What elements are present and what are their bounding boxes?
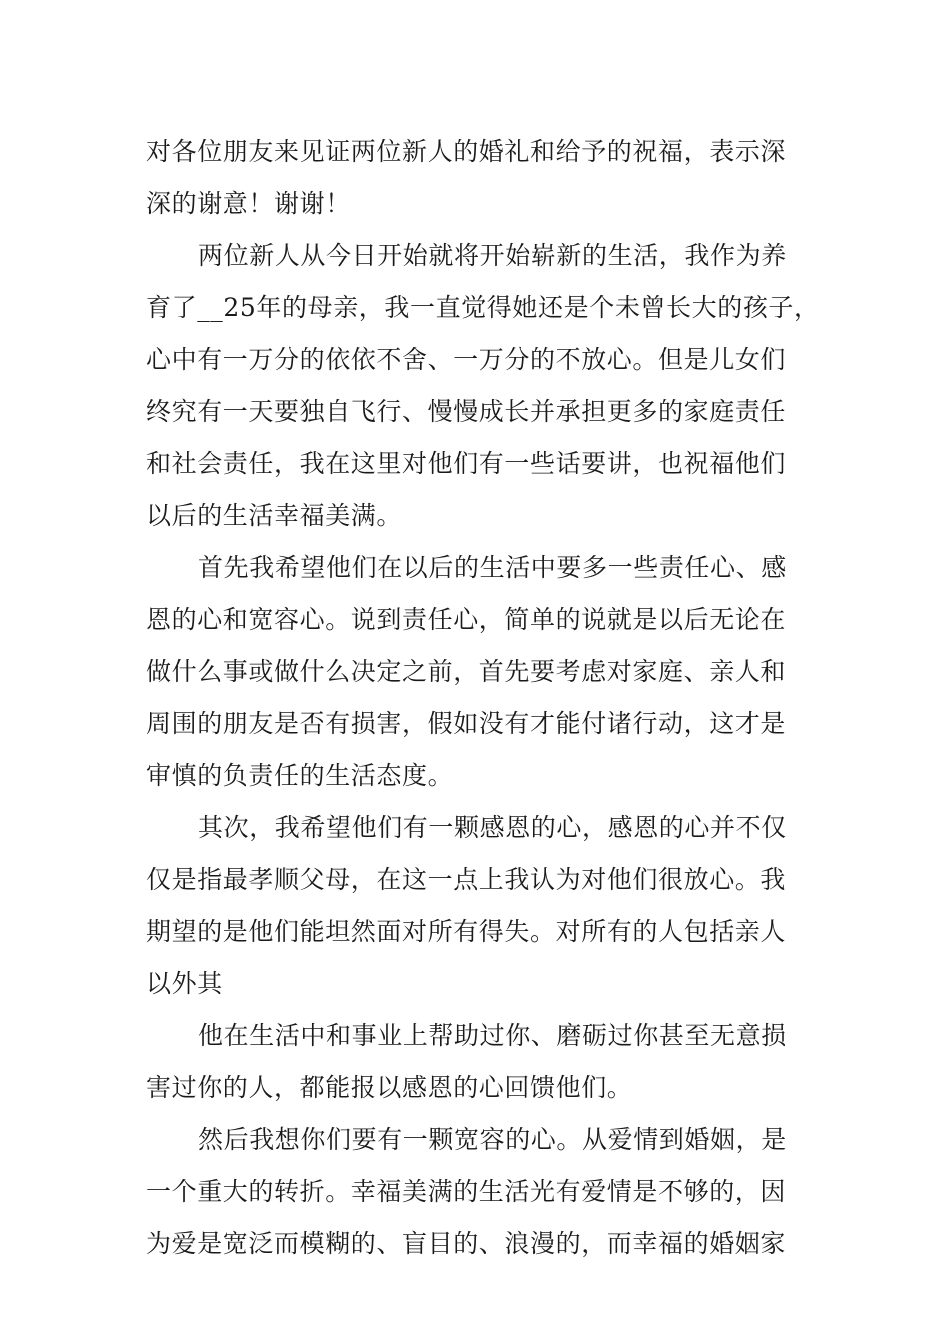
text-line: 恩的心和宽容心。说到责任心，简单的说就是以后无论在 (146, 605, 787, 634)
text-line: 他在生活中和事业上帮助过你、磨砺过你甚至无意损 (198, 1021, 787, 1050)
document-body (146, 126, 820, 1270)
text-line: 以后的生活幸福美满。 (146, 501, 403, 530)
text-line: 以外其 (146, 969, 223, 998)
text-line: 然后我想你们要有一颗宽容的心。从爱情到婚姻，是 (198, 1125, 787, 1154)
text-line: 终究有一天要独自飞行、慢慢成长并承担更多的家庭责任 (146, 397, 787, 426)
text-line: 为爱是宽泛而模糊的、盲目的、浪漫的，而幸福的婚姻家 (146, 1229, 787, 1258)
text-line: 害过你的人，都能报以感恩的心回馈他们。 (146, 1073, 633, 1102)
text-line: 审慎的负责任的生活态度。 (146, 761, 454, 790)
text-line: 做什么事或做什么决定之前，首先要考虑对家庭、亲人和 (146, 657, 787, 686)
text-line: 深的谢意！谢谢！ (146, 189, 351, 218)
text-line: 两位新人从今日开始就将开始崭新的生活，我作为养 (198, 241, 787, 270)
text-line: 心中有一万分的依依不舍、一万分的不放心。但是儿女们 (146, 345, 787, 374)
text-line: 周围的朋友是否有损害，假如没有才能付诸行动，这才是 (146, 709, 787, 738)
text-line: 对各位朋友来见证两位新人的婚礼和给予的祝福，表示深 (146, 137, 787, 166)
text-line: 期望的是他们能坦然面对所有得失。对所有的人包括亲人 (146, 917, 787, 946)
text-line: 一个重大的转折。幸福美满的生活光有爱情是不够的，因 (146, 1177, 787, 1206)
text-line: 其次，我希望他们有一颗感恩的心，感恩的心并不仅 (198, 813, 787, 842)
text-line: 首先我希望他们在以后的生活中要多一些责任心、感 (198, 553, 787, 582)
text-line: 和社会责任，我在这里对他们有一些话要讲，也祝福他们 (146, 449, 787, 478)
text-line: 仅是指最孝顺父母，在这一点上我认为对他们很放心。我 (146, 865, 787, 894)
text-line: 育了__25年的母亲，我一直觉得她还是个未曾长大的孩子， (146, 293, 820, 322)
